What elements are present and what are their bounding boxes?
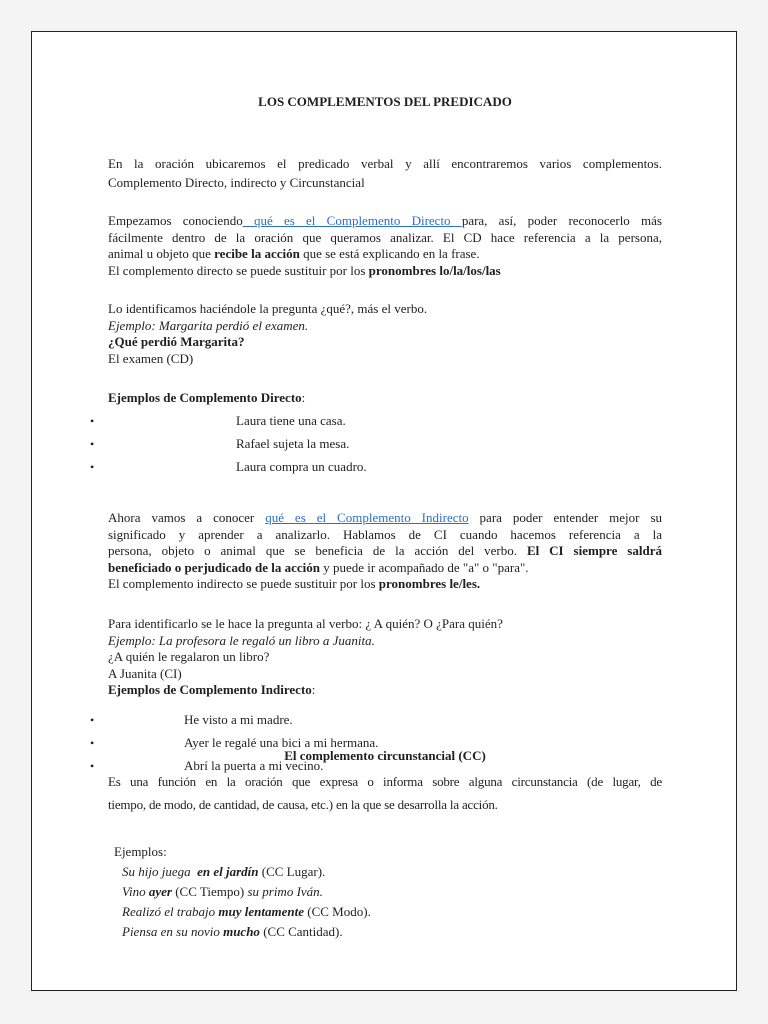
text-span: (CC Tiempo) [171, 884, 248, 899]
italic-span: Vino [122, 884, 149, 899]
cd-intro-line [108, 213, 662, 230]
text-span: El complemento directo se puede sustituir por los [108, 262, 369, 278]
ci-examples-heading [108, 682, 662, 699]
text-span: que se está explicando en la frase. [299, 246, 480, 261]
text-span: (CC Lugar). [258, 864, 326, 879]
cd-identify-paragraph [108, 301, 662, 367]
cd-example-item [32, 459, 732, 479]
intro-line: En la oración ubicaremos el predicado verbal y allí encontraremos varios complementos. [108, 156, 662, 171]
bold-span: Ejemplos de Complemento Directo [108, 390, 302, 405]
italic-span: su primo Iván. [247, 884, 323, 899]
bold-span: recibe la acción [214, 246, 300, 261]
text-span: Empezamos conociendo [108, 213, 243, 228]
cd-example-text: Laura compra un cuadro. [236, 459, 367, 474]
ci-identify-line: Para identificarlo se le hace la pregunta al verbo: ¿ A quién? O ¿Para quién? [108, 616, 503, 631]
italic-span: Su hijo juega [122, 864, 198, 879]
italic-span: Realizó el trabajo [122, 904, 219, 919]
bold-span: Ejemplos de Complemento Indirecto [108, 682, 312, 697]
cc-examples-label: Ejemplos: [114, 844, 167, 859]
text-span: para, así, poder reconocerlo más [461, 213, 662, 228]
text-span: y puede ir acompañado de "a" o "para". [319, 559, 529, 575]
ci-intro-line: significado y aprender a analizarlo. Hablamos de CI cuando hacemos referencia a la [108, 526, 662, 542]
ci-identify-line: A Juanita (CI) [108, 665, 182, 681]
cc-example [114, 922, 668, 942]
cd-identify-line: El examen (CD) [108, 350, 194, 366]
cc-line: Es una función en la oración que expresa o informa sobre alguna circunstancia (de lugar, de [108, 774, 662, 789]
complemento-indirecto-link[interactable]: qué es el Complemento Indirecto [265, 510, 469, 525]
bold-span: ¿Qué perdió Margarita? [108, 334, 245, 349]
bullet-icon: • [90, 460, 95, 474]
ci-intro-line [108, 560, 662, 577]
ci-example-text: Ayer le regalé una bici a mi hermana. [184, 735, 379, 750]
bold-span: pronombres le/les. [378, 576, 481, 591]
cd-identify-line: Lo identificamos haciéndole la pregunta ¿qué?, más el verbo. [108, 301, 428, 316]
italic-span: Piensa en su novio [122, 924, 224, 939]
cd-example-text: Laura tiene una casa. [236, 413, 346, 428]
intro-paragraph [108, 156, 662, 191]
cd-intro-line: fácilmente dentro de la oración que queramos analizar. El CD hace referencia a la persona, [108, 229, 662, 245]
bold-span: pronombres lo/la/los/las [368, 262, 501, 278]
ci-identify-line [108, 633, 662, 650]
ci-intro-paragraph [108, 510, 662, 593]
bold-italic-span: en el jardín [197, 864, 259, 879]
cc-example [114, 902, 668, 922]
text-span: (CC Cantidad). [259, 924, 343, 939]
bold-span: beneficiado o perjudicado de la acción [108, 559, 320, 575]
ci-example-item [32, 712, 732, 732]
cc-examples [114, 842, 668, 942]
italic-span: Ejemplo: Margarita perdió el examen. [108, 317, 309, 333]
text-span: persona, objeto o animal que se beneficia de la acción del verbo. [108, 543, 527, 558]
ci-identify-paragraph [108, 616, 662, 699]
italic-span: Ejemplo: La profesora le regaló un libro a Juanita. [108, 632, 375, 648]
bold-italic-span: muy lentamente [218, 904, 305, 919]
bullet-icon: • [90, 759, 95, 773]
bullet-icon: • [90, 713, 95, 727]
text-span: : [311, 682, 316, 697]
cd-example-text: Rafael sujeta la mesa. [236, 436, 350, 451]
ci-intro-line [108, 576, 662, 593]
text-span: Ahora vamos a conocer [108, 510, 266, 525]
cc-example [114, 862, 668, 882]
cd-intro-line [108, 246, 662, 263]
text-span: animal u objeto que [108, 246, 215, 261]
cc-example [114, 882, 668, 902]
ci-example-text: Abrí la puerta a mi vecino. [184, 758, 324, 773]
cd-intro-line [108, 263, 662, 280]
bold-span: El CI siempre saldrá [526, 543, 662, 558]
cc-title: El complemento circunstancial (CC) [284, 748, 486, 763]
bullet-icon: • [90, 736, 95, 750]
bullet-icon: • [90, 437, 95, 451]
text-span: para poder entender mejor su [468, 510, 662, 525]
text-span: (CC Modo). [304, 904, 371, 919]
bold-italic-span: ayer [148, 884, 172, 899]
cc-paragraph [108, 770, 662, 816]
cd-example-item [32, 413, 732, 433]
document-page [31, 31, 737, 991]
cd-identify-line [108, 334, 662, 351]
text-span: : [301, 390, 306, 405]
ci-identify-line: ¿A quién le regalaron un libro? [108, 649, 270, 664]
bold-italic-span: mucho [223, 924, 260, 939]
complemento-directo-link[interactable]: qué es el Complemento Directo [242, 213, 462, 228]
intro-line: Complemento Directo, indirecto y Circunstancial [108, 174, 365, 190]
cd-identify-line [108, 318, 662, 335]
cd-intro-paragraph [108, 213, 662, 279]
ci-intro-line [108, 543, 662, 560]
document-title: LOS COMPLEMENTOS DEL PREDICADO [258, 94, 512, 109]
ci-example-text: He visto a mi madre. [184, 712, 293, 727]
cc-line: tiempo, de modo, de cantidad, de causa, etc.) en la que se desarrolla la acción. [108, 797, 498, 812]
text-span: El complemento indirecto se puede sustituir por los [108, 576, 379, 591]
cd-examples-heading [108, 390, 662, 407]
ci-intro-line [108, 510, 662, 527]
heading-line [108, 390, 662, 407]
bullet-icon: • [90, 414, 95, 428]
cd-example-item [32, 436, 732, 456]
